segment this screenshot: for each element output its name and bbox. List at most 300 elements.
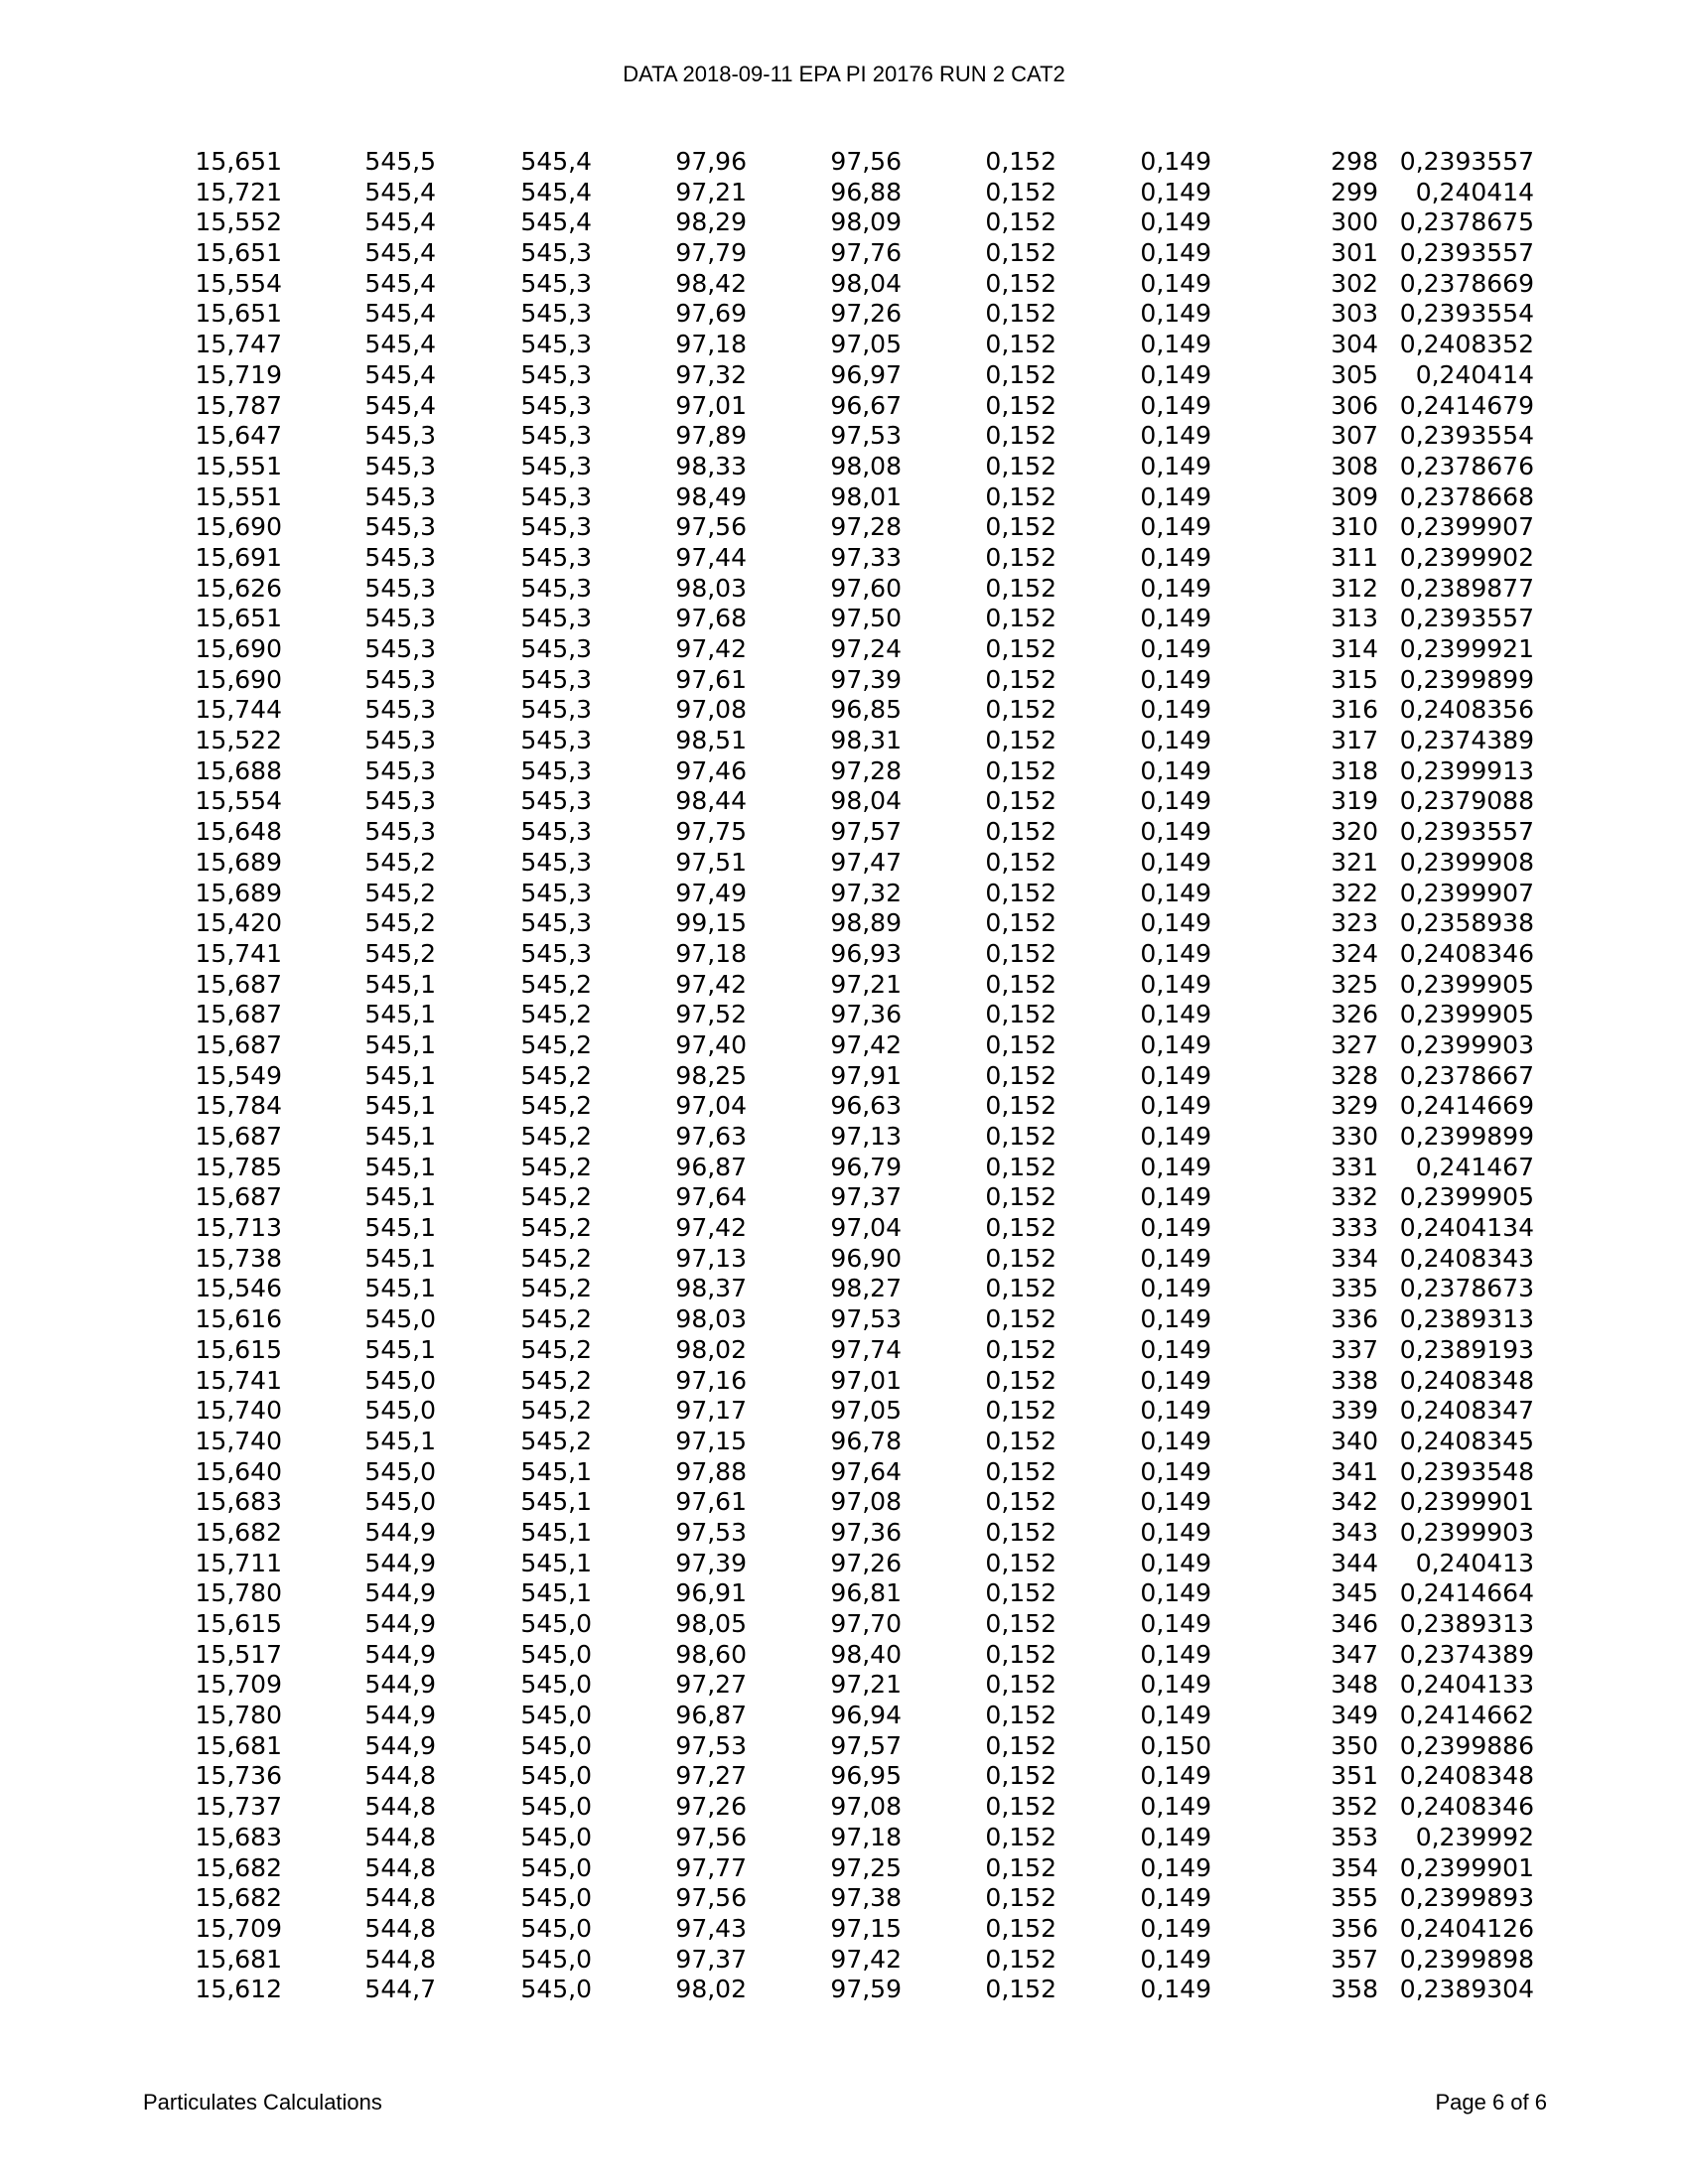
table-cell: 15,741 xyxy=(195,1365,282,1395)
table-row xyxy=(0,1182,1688,1213)
table-cell: 96,81 xyxy=(830,1578,902,1608)
table-cell: 544,9 xyxy=(364,1517,436,1547)
table-cell: 97,01 xyxy=(675,390,747,420)
table-cell: 0,149 xyxy=(1140,847,1211,877)
table-row xyxy=(0,330,1688,360)
table-cell: 97,08 xyxy=(675,695,747,725)
table-cell: 337 xyxy=(1331,1334,1378,1364)
table-cell: 0,152 xyxy=(985,1730,1056,1760)
table-cell: 340 xyxy=(1331,1426,1378,1455)
table-row xyxy=(0,726,1688,756)
table-row xyxy=(0,1304,1688,1335)
table-cell: 97,61 xyxy=(675,664,747,694)
table-cell: 97,89 xyxy=(675,421,747,451)
table-cell: 0,152 xyxy=(985,1029,1056,1059)
table-cell: 312 xyxy=(1331,573,1378,603)
table-cell: 545,3 xyxy=(520,390,592,420)
table-cell: 0,149 xyxy=(1140,421,1211,451)
table-row xyxy=(0,1914,1688,1945)
table-cell: 545,3 xyxy=(364,481,436,511)
table-cell: 545,3 xyxy=(520,695,592,725)
table-cell: 545,1 xyxy=(364,969,436,999)
table-cell: 0,152 xyxy=(985,1456,1056,1486)
table-row xyxy=(0,1701,1688,1731)
table-cell: 98,04 xyxy=(830,786,902,816)
table-cell: 15,737 xyxy=(195,1792,282,1822)
table-cell: 545,3 xyxy=(364,755,436,785)
table-cell: 97,68 xyxy=(675,604,747,633)
table-row xyxy=(0,1000,1688,1030)
table-cell: 544,9 xyxy=(364,1639,436,1669)
table-cell: 350 xyxy=(1331,1730,1378,1760)
table-cell: 545,3 xyxy=(520,878,592,907)
table-cell: 545,4 xyxy=(364,299,436,329)
table-cell: 96,63 xyxy=(830,1091,902,1121)
table-cell: 0,152 xyxy=(985,1334,1056,1364)
table-cell: 0,2399901 xyxy=(1399,1487,1534,1517)
table-cell: 0,152 xyxy=(985,1091,1056,1121)
table-cell: 98,27 xyxy=(830,1274,902,1303)
table-cell: 334 xyxy=(1331,1243,1378,1273)
table-cell: 0,2378668 xyxy=(1399,481,1534,511)
table-cell: 0,152 xyxy=(985,969,1056,999)
table-cell: 545,3 xyxy=(520,481,592,511)
table-row xyxy=(0,1122,1688,1153)
table-cell: 355 xyxy=(1331,1883,1378,1913)
table-cell: 0,149 xyxy=(1140,634,1211,663)
table-cell: 545,4 xyxy=(364,268,436,298)
table-cell: 0,2393557 xyxy=(1399,147,1534,176)
table-cell: 98,09 xyxy=(830,207,902,237)
table-cell: 544,8 xyxy=(364,1883,436,1913)
table-cell: 545,1 xyxy=(364,1182,436,1212)
table-cell: 348 xyxy=(1331,1670,1378,1700)
table-row xyxy=(0,1761,1688,1792)
table-cell: 0,149 xyxy=(1140,1122,1211,1151)
table-cell: 0,2378673 xyxy=(1399,1274,1534,1303)
table-cell: 15,747 xyxy=(195,330,282,359)
table-row xyxy=(0,391,1688,422)
table-cell: 15,688 xyxy=(195,755,282,785)
table-cell: 0,149 xyxy=(1140,1578,1211,1608)
table-cell: 545,1 xyxy=(364,1060,436,1090)
table-cell: 98,49 xyxy=(675,481,747,511)
table-cell: 15,736 xyxy=(195,1761,282,1791)
table-cell: 97,52 xyxy=(675,1000,747,1029)
table-cell: 0,149 xyxy=(1140,1274,1211,1303)
table-cell: 545,3 xyxy=(520,451,592,480)
table-cell: 545,4 xyxy=(364,359,436,389)
table-cell: 545,3 xyxy=(364,664,436,694)
table-cell: 0,149 xyxy=(1140,755,1211,785)
table-cell: 0,2399898 xyxy=(1399,1944,1534,1974)
table-cell: 15,651 xyxy=(195,147,282,176)
table-cell: 315 xyxy=(1331,664,1378,694)
table-cell: 15,690 xyxy=(195,512,282,542)
data-table xyxy=(0,147,1688,2005)
table-cell: 313 xyxy=(1331,604,1378,633)
table-cell: 545,2 xyxy=(520,1304,592,1334)
table-cell: 0,149 xyxy=(1140,390,1211,420)
table-cell: 97,18 xyxy=(675,330,747,359)
table-cell: 97,75 xyxy=(675,817,747,847)
table-cell: 545,3 xyxy=(520,542,592,572)
table-cell: 545,0 xyxy=(520,1670,592,1700)
table-cell: 0,152 xyxy=(985,1213,1056,1243)
table-cell: 0,149 xyxy=(1140,1701,1211,1730)
table-cell: 0,152 xyxy=(985,1852,1056,1882)
table-cell: 97,04 xyxy=(675,1091,747,1121)
table-cell: 0,2378669 xyxy=(1399,268,1534,298)
table-cell: 97,88 xyxy=(675,1456,747,1486)
table-cell: 98,33 xyxy=(675,451,747,480)
table-cell: 545,0 xyxy=(520,1761,592,1791)
table-cell: 545,2 xyxy=(364,938,436,968)
table-cell: 0,2408348 xyxy=(1399,1365,1534,1395)
table-cell: 545,3 xyxy=(520,908,592,938)
table-cell: 96,67 xyxy=(830,390,902,420)
table-cell: 342 xyxy=(1331,1487,1378,1517)
table-cell: 0,2379088 xyxy=(1399,786,1534,816)
table-cell: 347 xyxy=(1331,1639,1378,1669)
table-cell: 0,152 xyxy=(985,634,1056,663)
table-cell: 97,37 xyxy=(830,1182,902,1212)
table-cell: 0,149 xyxy=(1140,817,1211,847)
table-cell: 0,2378667 xyxy=(1399,1060,1534,1090)
table-cell: 328 xyxy=(1331,1060,1378,1090)
table-cell: 97,28 xyxy=(830,512,902,542)
table-cell: 0,149 xyxy=(1140,726,1211,755)
table-cell: 349 xyxy=(1331,1701,1378,1730)
table-cell: 0,152 xyxy=(985,512,1056,542)
table-cell: 545,3 xyxy=(520,726,592,755)
table-cell: 98,08 xyxy=(830,451,902,480)
table-cell: 97,18 xyxy=(675,938,747,968)
table-cell: 304 xyxy=(1331,330,1378,359)
table-cell: 15,687 xyxy=(195,1182,282,1212)
table-cell: 97,28 xyxy=(830,755,902,785)
table-cell: 97,36 xyxy=(830,1000,902,1029)
table-cell: 0,2399905 xyxy=(1399,1182,1534,1212)
table-cell: 0,152 xyxy=(985,421,1056,451)
table-cell: 0,152 xyxy=(985,938,1056,968)
table-cell: 545,0 xyxy=(520,1852,592,1882)
table-cell: 15,689 xyxy=(195,847,282,877)
table-row xyxy=(0,848,1688,879)
table-cell: 326 xyxy=(1331,1000,1378,1029)
table-cell: 0,149 xyxy=(1140,1396,1211,1426)
table-cell: 0,152 xyxy=(985,1182,1056,1212)
table-cell: 97,32 xyxy=(830,878,902,907)
table-cell: 298 xyxy=(1331,147,1378,176)
table-cell: 97,63 xyxy=(675,1122,747,1151)
table-cell: 0,2414664 xyxy=(1399,1578,1534,1608)
table-cell: 0,2393557 xyxy=(1399,817,1534,847)
table-cell: 15,640 xyxy=(195,1456,282,1486)
table-cell: 15,709 xyxy=(195,1913,282,1943)
table-cell: 307 xyxy=(1331,421,1378,451)
table-cell: 0,149 xyxy=(1140,1944,1211,1974)
table-cell: 545,1 xyxy=(520,1578,592,1608)
table-cell: 0,2393548 xyxy=(1399,1456,1534,1486)
table-cell: 545,3 xyxy=(520,299,592,329)
table-cell: 15,721 xyxy=(195,177,282,206)
table-cell: 15,738 xyxy=(195,1243,282,1273)
table-row xyxy=(0,452,1688,482)
table-cell: 545,3 xyxy=(520,359,592,389)
table-cell: 97,21 xyxy=(830,969,902,999)
table-cell: 98,29 xyxy=(675,207,747,237)
table-cell: 98,05 xyxy=(675,1609,747,1638)
table-cell: 96,95 xyxy=(830,1761,902,1791)
table-cell: 97,08 xyxy=(830,1487,902,1517)
table-cell: 97,36 xyxy=(830,1517,902,1547)
table-cell: 0,2399913 xyxy=(1399,755,1534,785)
table-cell: 0,149 xyxy=(1140,1792,1211,1822)
table-row xyxy=(0,817,1688,848)
table-cell: 545,1 xyxy=(520,1456,592,1486)
table-cell: 545,3 xyxy=(364,695,436,725)
table-cell: 0,149 xyxy=(1140,1243,1211,1273)
table-cell: 98,31 xyxy=(830,726,902,755)
table-cell: 0,2404133 xyxy=(1399,1670,1534,1700)
table-cell: 0,240414 xyxy=(1415,359,1534,389)
table-cell: 15,647 xyxy=(195,421,282,451)
footer-document-title: Particulates Calculations xyxy=(143,2090,382,2115)
table-cell: 98,25 xyxy=(675,1060,747,1090)
table-cell: 0,152 xyxy=(985,1274,1056,1303)
table-row xyxy=(0,1274,1688,1304)
table-cell: 0,152 xyxy=(985,359,1056,389)
footer-page-number: Page 6 of 6 xyxy=(1435,2090,1547,2115)
table-cell: 0,2399907 xyxy=(1399,878,1534,907)
table-cell: 0,152 xyxy=(985,1243,1056,1273)
table-cell: 97,43 xyxy=(675,1913,747,1943)
table-row xyxy=(0,360,1688,391)
table-cell: 15,740 xyxy=(195,1426,282,1455)
table-cell: 96,79 xyxy=(830,1152,902,1181)
table-cell: 301 xyxy=(1331,238,1378,268)
table-cell: 545,0 xyxy=(520,1822,592,1851)
table-cell: 319 xyxy=(1331,786,1378,816)
table-cell: 97,42 xyxy=(675,969,747,999)
table-cell: 0,149 xyxy=(1140,481,1211,511)
table-cell: 0,239992 xyxy=(1415,1822,1534,1851)
table-cell: 545,2 xyxy=(520,1243,592,1273)
table-cell: 96,91 xyxy=(675,1578,747,1608)
table-row xyxy=(0,207,1688,238)
table-cell: 97,18 xyxy=(830,1822,902,1851)
table-cell: 0,149 xyxy=(1140,1822,1211,1851)
table-cell: 545,1 xyxy=(364,1213,436,1243)
table-cell: 545,4 xyxy=(364,390,436,420)
table-cell: 0,2399901 xyxy=(1399,1852,1534,1882)
table-cell: 0,2414669 xyxy=(1399,1091,1534,1121)
table-cell: 545,0 xyxy=(520,1975,592,2004)
table-cell: 0,152 xyxy=(985,1670,1056,1700)
table-cell: 306 xyxy=(1331,390,1378,420)
table-cell: 545,2 xyxy=(520,1029,592,1059)
table-cell: 98,89 xyxy=(830,908,902,938)
table-cell: 351 xyxy=(1331,1761,1378,1791)
table-cell: 0,2389313 xyxy=(1399,1304,1534,1334)
table-cell: 98,02 xyxy=(675,1334,747,1364)
table-cell: 545,1 xyxy=(364,1152,436,1181)
table-cell: 98,37 xyxy=(675,1274,747,1303)
table-cell: 0,152 xyxy=(985,147,1056,176)
table-row xyxy=(0,1213,1688,1244)
table-cell: 0,2378676 xyxy=(1399,451,1534,480)
table-row xyxy=(0,786,1688,817)
table-cell: 308 xyxy=(1331,451,1378,480)
table-cell: 544,9 xyxy=(364,1548,436,1577)
table-cell: 15,616 xyxy=(195,1304,282,1334)
table-cell: 0,2393557 xyxy=(1399,604,1534,633)
table-cell: 545,3 xyxy=(520,604,592,633)
table-cell: 97,17 xyxy=(675,1396,747,1426)
table-cell: 545,3 xyxy=(364,542,436,572)
table-cell: 15,691 xyxy=(195,542,282,572)
table-cell: 0,152 xyxy=(985,1304,1056,1334)
table-row xyxy=(0,756,1688,787)
table-cell: 545,4 xyxy=(520,147,592,176)
table-cell: 0,152 xyxy=(985,786,1056,816)
table-cell: 545,2 xyxy=(520,1060,592,1090)
table-cell: 352 xyxy=(1331,1792,1378,1822)
table-cell: 0,149 xyxy=(1140,1334,1211,1364)
table-cell: 98,01 xyxy=(830,481,902,511)
table-cell: 0,152 xyxy=(985,908,1056,938)
table-cell: 96,93 xyxy=(830,938,902,968)
table-cell: 317 xyxy=(1331,726,1378,755)
table-cell: 15,719 xyxy=(195,359,282,389)
table-cell: 15,552 xyxy=(195,207,282,237)
table-cell: 0,2399908 xyxy=(1399,847,1534,877)
table-cell: 545,1 xyxy=(364,1000,436,1029)
table-row xyxy=(0,1457,1688,1488)
table-cell: 97,08 xyxy=(830,1792,902,1822)
table-cell: 97,69 xyxy=(675,299,747,329)
table-cell: 96,78 xyxy=(830,1426,902,1455)
table-cell: 545,3 xyxy=(364,786,436,816)
table-cell: 309 xyxy=(1331,481,1378,511)
table-cell: 15,420 xyxy=(195,908,282,938)
table-cell: 545,2 xyxy=(364,908,436,938)
table-cell: 545,3 xyxy=(520,421,592,451)
table-cell: 98,02 xyxy=(675,1975,747,2004)
table-cell: 545,2 xyxy=(520,1000,592,1029)
table-cell: 0,150 xyxy=(1140,1730,1211,1760)
table-cell: 545,2 xyxy=(520,1274,592,1303)
table-cell: 15,689 xyxy=(195,878,282,907)
table-cell: 97,56 xyxy=(830,147,902,176)
table-row xyxy=(0,574,1688,605)
table-cell: 545,4 xyxy=(364,177,436,206)
table-cell: 15,690 xyxy=(195,664,282,694)
table-cell: 98,03 xyxy=(675,1304,747,1334)
table-cell: 0,149 xyxy=(1140,786,1211,816)
table-cell: 0,2389313 xyxy=(1399,1609,1534,1638)
table-cell: 0,152 xyxy=(985,1517,1056,1547)
table-cell: 0,152 xyxy=(985,1822,1056,1851)
table-row xyxy=(0,1609,1688,1640)
table-cell: 0,2414662 xyxy=(1399,1701,1534,1730)
table-cell: 15,711 xyxy=(195,1548,282,1577)
table-cell: 15,687 xyxy=(195,1000,282,1029)
table-cell: 545,3 xyxy=(364,451,436,480)
table-cell: 98,03 xyxy=(675,573,747,603)
table-cell: 97,79 xyxy=(675,238,747,268)
table-cell: 322 xyxy=(1331,878,1378,907)
table-cell: 545,1 xyxy=(364,1122,436,1151)
table-cell: 0,152 xyxy=(985,481,1056,511)
table-cell: 96,97 xyxy=(830,359,902,389)
table-cell: 0,152 xyxy=(985,1000,1056,1029)
table-cell: 97,40 xyxy=(675,1029,747,1059)
table-cell: 323 xyxy=(1331,908,1378,938)
table-cell: 545,2 xyxy=(520,1152,592,1181)
table-cell: 15,651 xyxy=(195,604,282,633)
table-cell: 545,0 xyxy=(520,1944,592,1974)
table-cell: 544,8 xyxy=(364,1913,436,1943)
table-cell: 344 xyxy=(1331,1548,1378,1577)
table-cell: 15,687 xyxy=(195,1122,282,1151)
table-cell: 545,2 xyxy=(520,1396,592,1426)
table-cell: 97,46 xyxy=(675,755,747,785)
table-cell: 0,149 xyxy=(1140,1304,1211,1334)
table-cell: 330 xyxy=(1331,1122,1378,1151)
table-cell: 0,152 xyxy=(985,1975,1056,2004)
table-cell: 545,1 xyxy=(520,1548,592,1577)
table-cell: 0,2399907 xyxy=(1399,512,1534,542)
table-cell: 545,3 xyxy=(520,786,592,816)
table-cell: 15,615 xyxy=(195,1334,282,1364)
table-cell: 97,26 xyxy=(830,1548,902,1577)
table-cell: 0,149 xyxy=(1140,268,1211,298)
table-cell: 0,152 xyxy=(985,664,1056,694)
table-row xyxy=(0,1427,1688,1457)
table-cell: 0,152 xyxy=(985,1122,1056,1151)
table-cell: 0,2414679 xyxy=(1399,390,1534,420)
table-cell: 15,615 xyxy=(195,1609,282,1638)
table-row xyxy=(0,879,1688,909)
table-cell: 97,59 xyxy=(830,1975,902,2004)
table-cell: 97,77 xyxy=(675,1852,747,1882)
table-cell: 97,53 xyxy=(830,1304,902,1334)
table-row xyxy=(0,543,1688,574)
table-cell: 97,44 xyxy=(675,542,747,572)
table-cell: 545,1 xyxy=(364,1334,436,1364)
table-row xyxy=(0,1487,1688,1518)
table-cell: 338 xyxy=(1331,1365,1378,1395)
table-cell: 545,2 xyxy=(520,1182,592,1212)
table-cell: 545,3 xyxy=(520,573,592,603)
table-cell: 341 xyxy=(1331,1456,1378,1486)
table-cell: 15,682 xyxy=(195,1852,282,1882)
table-cell: 0,149 xyxy=(1140,878,1211,907)
table-cell: 97,96 xyxy=(675,147,747,176)
table-cell: 97,57 xyxy=(830,1730,902,1760)
table-row xyxy=(0,1335,1688,1366)
table-cell: 311 xyxy=(1331,542,1378,572)
table-cell: 0,2399899 xyxy=(1399,664,1534,694)
table-cell: 0,149 xyxy=(1140,512,1211,542)
table-cell: 0,2393557 xyxy=(1399,238,1534,268)
table-cell: 0,149 xyxy=(1140,1548,1211,1577)
table-cell: 545,1 xyxy=(520,1487,592,1517)
table-cell: 545,3 xyxy=(364,604,436,633)
table-cell: 97,39 xyxy=(830,664,902,694)
